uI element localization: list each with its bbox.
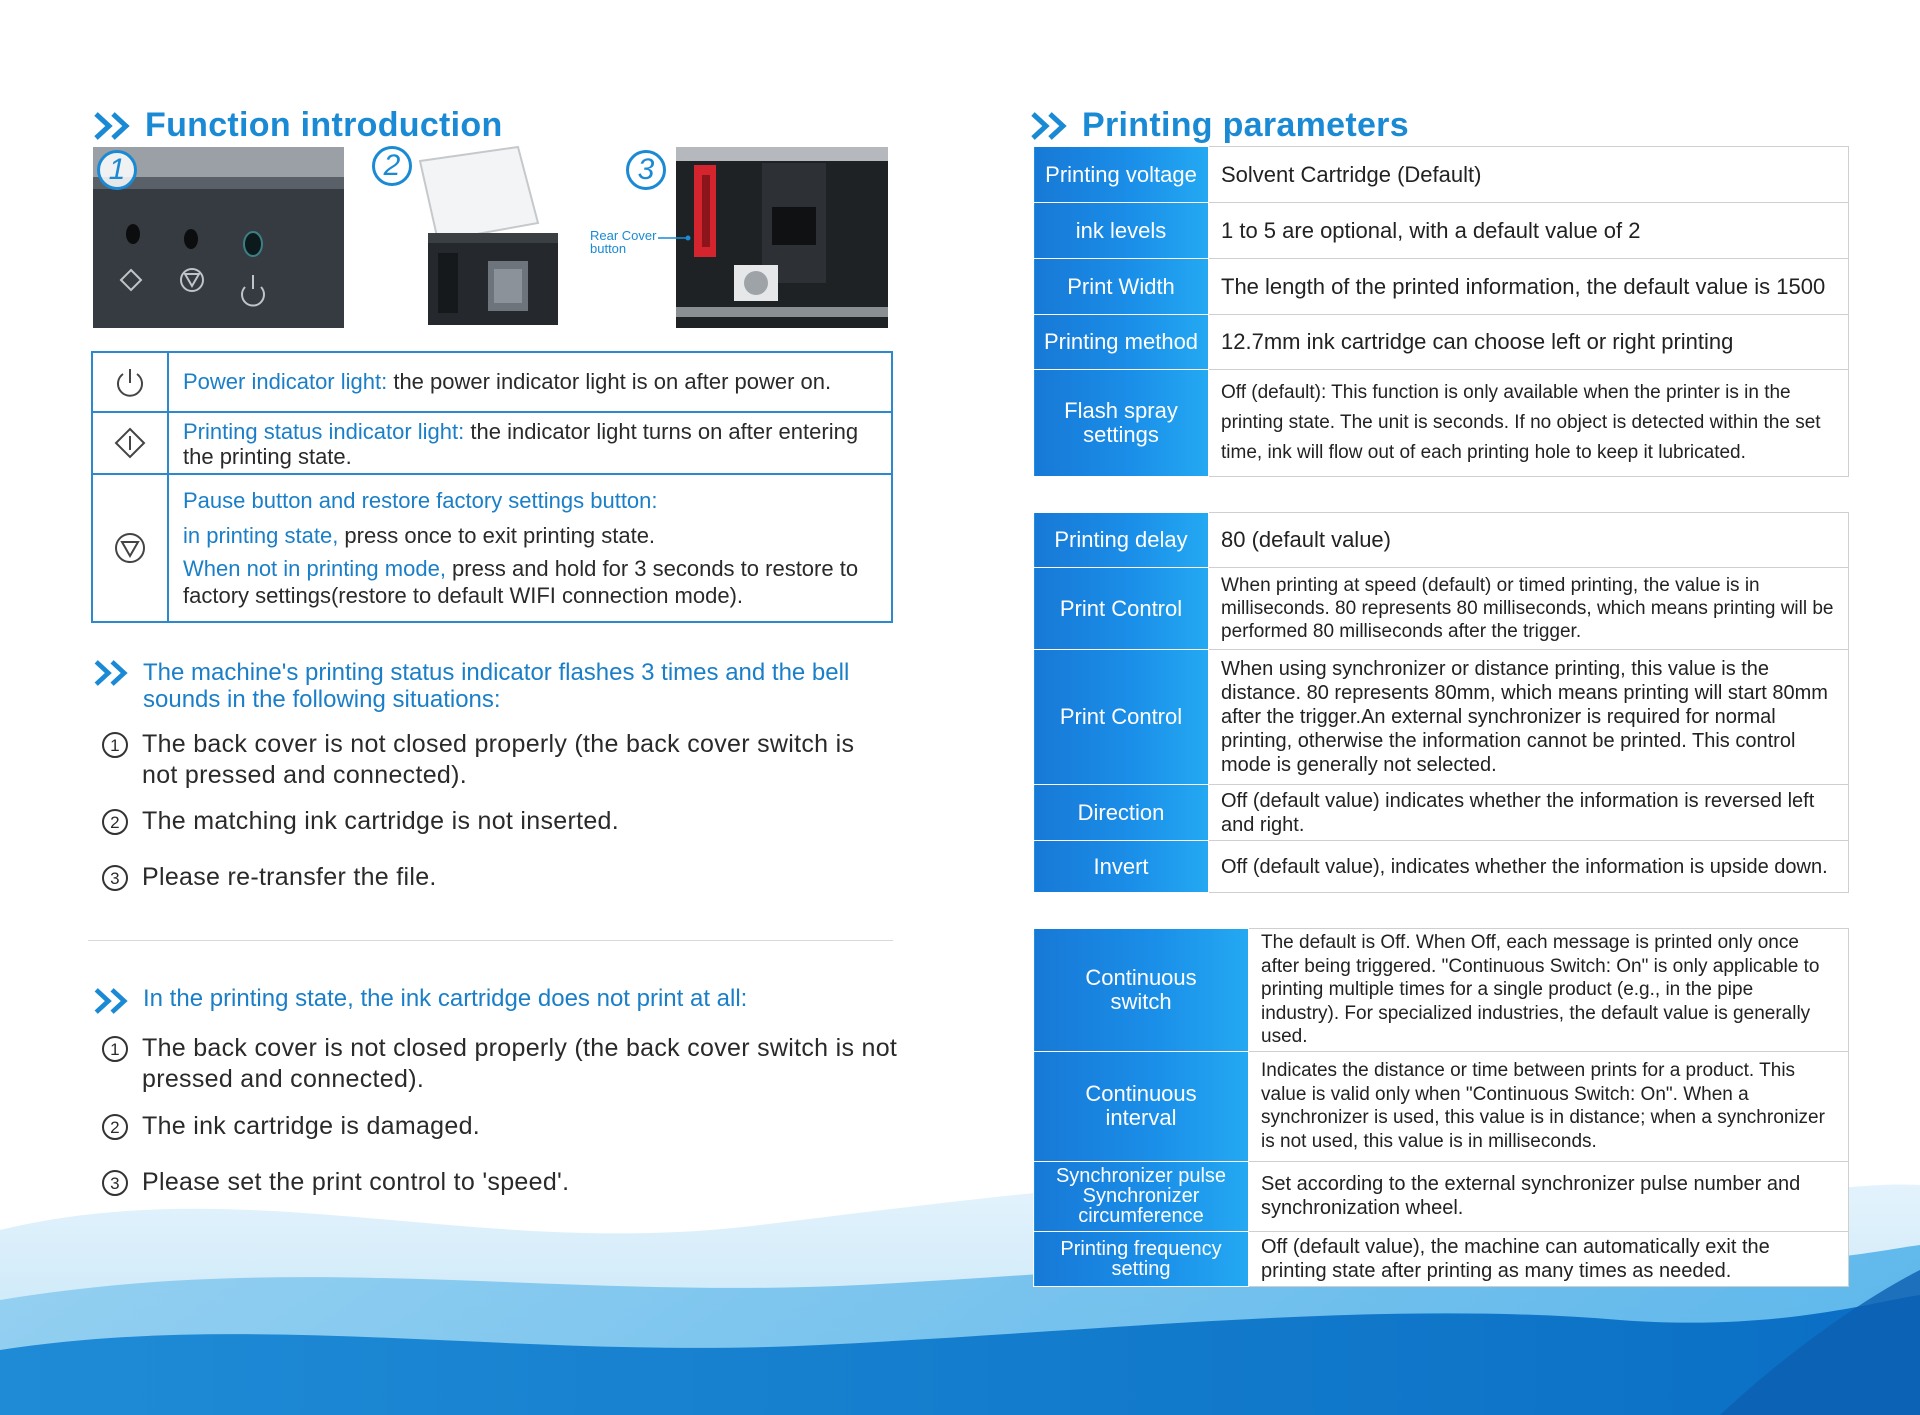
indicator-icon-cell: [93, 413, 169, 473]
param-row: [1034, 929, 1849, 1052]
indicator-label: Printing status indicator light:: [183, 419, 465, 444]
param-value: When using synchronizer or distance printing, this value is the distance. 80 represents 80mm, which means printing will start 80mm after the trigger.An external synchronizer is required for normal printing, otherwise the information cannot be printed. This control mode is generally not selected.: [1209, 650, 1849, 785]
double-chevron-icon: [1030, 111, 1072, 141]
no-print-heading: [93, 985, 903, 1015]
indicator-row-pause: [93, 473, 891, 621]
function-intro-title: Function introduction: [145, 106, 503, 144]
item-number: 3: [102, 1170, 128, 1196]
param-label: Printing frequency setting: [1034, 1231, 1249, 1286]
param-label: Print Control: [1034, 568, 1209, 650]
param-label: Printing delay: [1034, 513, 1209, 568]
param-value: 1 to 5 are optional, with a default value of 2: [1209, 203, 1849, 259]
item-number: 2: [102, 1114, 128, 1140]
indicator-label: Pause button and restore factory settings button:: [183, 488, 658, 513]
power-icon: [113, 365, 147, 399]
indicator-text: [169, 353, 845, 411]
param-value: Solvent Cartridge (Default): [1209, 147, 1849, 203]
param-value: Off (default value), indicates whether the information is upside down.: [1209, 841, 1849, 893]
rear-cover-pointer: [658, 233, 692, 243]
param-label: Print Width: [1034, 259, 1209, 315]
section-divider: [88, 940, 893, 941]
indicator-row-status: [93, 411, 891, 473]
indicator-description: press once to exit printing state.: [338, 523, 656, 548]
params-table-1: [1033, 146, 1849, 477]
control-panel-photo: [93, 147, 344, 328]
indicator-sub-label: in printing state,: [183, 523, 339, 548]
item-text: Please set the print control to 'speed'.: [142, 1168, 570, 1196]
indicator-row-power: [93, 353, 891, 411]
param-value: 80 (default value): [1209, 513, 1849, 568]
param-row: [1034, 785, 1849, 841]
rear-cover-photo: [590, 147, 888, 328]
flash-situations-heading: [93, 659, 903, 713]
indicator-description: press and hold for 3 seconds to restore to factory settings(restore to default WIFI connection mode).: [183, 556, 859, 608]
param-row: [1034, 1161, 1849, 1231]
pause-triangle-icon: [113, 531, 147, 565]
printing-params-title: Printing parameters: [1082, 106, 1409, 144]
param-label: Continuous switch: [1034, 929, 1249, 1052]
param-row: [1034, 259, 1849, 315]
param-row: [1034, 203, 1849, 259]
param-label: Printing method: [1034, 315, 1209, 370]
param-value: Set according to the external synchronizer pulse number and synchronization wheel.: [1249, 1161, 1849, 1231]
param-label: Flash spray settings: [1034, 370, 1209, 477]
item-text: The ink cartridge is damaged.: [142, 1112, 481, 1140]
flash-item: [102, 806, 892, 837]
param-row: [1034, 650, 1849, 785]
params-table-3: [1033, 928, 1849, 1287]
param-label: Continuous interval: [1034, 1051, 1249, 1161]
no-print-item: [102, 1111, 892, 1142]
item-text: The matching ink cartridge is not inserted.: [142, 807, 620, 835]
indicator-description: the power indicator light is on after power on.: [387, 369, 832, 394]
indicator-text: [169, 475, 891, 621]
diamond-icon: [113, 426, 147, 460]
param-value: Off (default value), the machine can automatically exit the printing state after printing as many times as needed.: [1249, 1231, 1849, 1286]
param-row: [1034, 147, 1849, 203]
item-number: 1: [102, 732, 128, 758]
param-label: Print Control: [1034, 650, 1209, 785]
rear-cover-label: [590, 229, 656, 255]
flash-item: [102, 862, 892, 893]
item-text: The back cover is not closed properly (the back cover switch is not pressed and connected).: [142, 1034, 898, 1093]
no-print-text: In the printing state, the ink cartridge does not print at all:: [143, 985, 748, 1012]
param-label: ink levels: [1034, 203, 1209, 259]
param-label: Direction: [1034, 785, 1209, 841]
param-value: 12.7mm ink cartridge can choose left or right printing: [1209, 315, 1849, 370]
param-value: Indicates the distance or time between prints for a product. This value is valid only when "Continuous Switch: On". When a synchronizer is used, this value is in distance; when a synchronizer is not used, this value is in milliseconds.: [1249, 1051, 1849, 1161]
params-table-2: [1033, 512, 1849, 893]
printing-params-heading: [1030, 106, 1409, 145]
item-number: 3: [102, 865, 128, 891]
step-badge-3: 3: [626, 150, 666, 190]
item-number: 2: [102, 809, 128, 835]
param-value: Off (default value) indicates whether the information is reversed left and right.: [1209, 785, 1849, 841]
param-label: Synchronizer pulse Synchronizer circumference: [1034, 1161, 1249, 1231]
indicator-icon-cell: [93, 353, 169, 411]
param-row: [1034, 513, 1849, 568]
indicator-label: Power indicator light:: [183, 369, 388, 394]
double-chevron-icon: [93, 987, 133, 1015]
double-chevron-icon: [93, 111, 135, 141]
param-row: [1034, 1231, 1849, 1286]
item-text: Please re-transfer the file.: [142, 863, 437, 891]
indicator-icon-cell: [93, 475, 169, 621]
item-text: The back cover is not closed properly (the back cover switch is not pressed and connected).: [142, 730, 855, 789]
indicator-sub-label: When not in printing mode,: [183, 556, 446, 581]
param-value: The length of the printed information, the default value is 1500: [1209, 259, 1849, 315]
cartridge-bay-photo: [368, 143, 592, 329]
rear-cover-label-line2: button: [590, 241, 627, 256]
param-label: Printing voltage: [1034, 147, 1209, 203]
flash-item: [102, 729, 892, 791]
step-badge-1: 1: [97, 150, 137, 190]
rear-cover-label-line1: Rear Cover: [590, 228, 657, 243]
indicator-table: [91, 351, 893, 623]
step-badge-2: 2: [372, 146, 412, 186]
param-value: Off (default): This function is only available when the printer is in the printing state. The unit is seconds. If no object is detected within the set time, ink will flow out of each printing hole to keep it lubricated.: [1209, 370, 1849, 477]
item-number: 1: [102, 1036, 128, 1062]
param-label: Invert: [1034, 841, 1209, 893]
flash-situations-text: The machine's printing status indicator flashes 3 times and the bell sounds in the following situations:: [143, 659, 850, 713]
double-chevron-icon: [93, 659, 133, 687]
indicator-description: the indicator light turns on after entering the printing state.: [183, 419, 859, 469]
param-row: [1034, 315, 1849, 370]
function-intro-heading: [93, 106, 503, 145]
param-row: [1034, 568, 1849, 650]
param-row: [1034, 1051, 1849, 1161]
param-value: The default is Off. When Off, each message is printed only once after being triggered. "Continuous Switch: On" is only applicable to printing multiple times for a single product (e.g., in the pipe industry). For specialized industries, the default value is generally used.: [1249, 929, 1849, 1052]
param-row: [1034, 841, 1849, 893]
indicator-text: [169, 413, 891, 473]
param-row: [1034, 370, 1849, 477]
param-value: When printing at speed (default) or timed printing, the value is in milliseconds. 80 represents 80 milliseconds, which means printing will be performed 80 milliseconds after the trigger.: [1209, 568, 1849, 650]
no-print-item: [102, 1167, 892, 1198]
no-print-item: [102, 1033, 902, 1095]
